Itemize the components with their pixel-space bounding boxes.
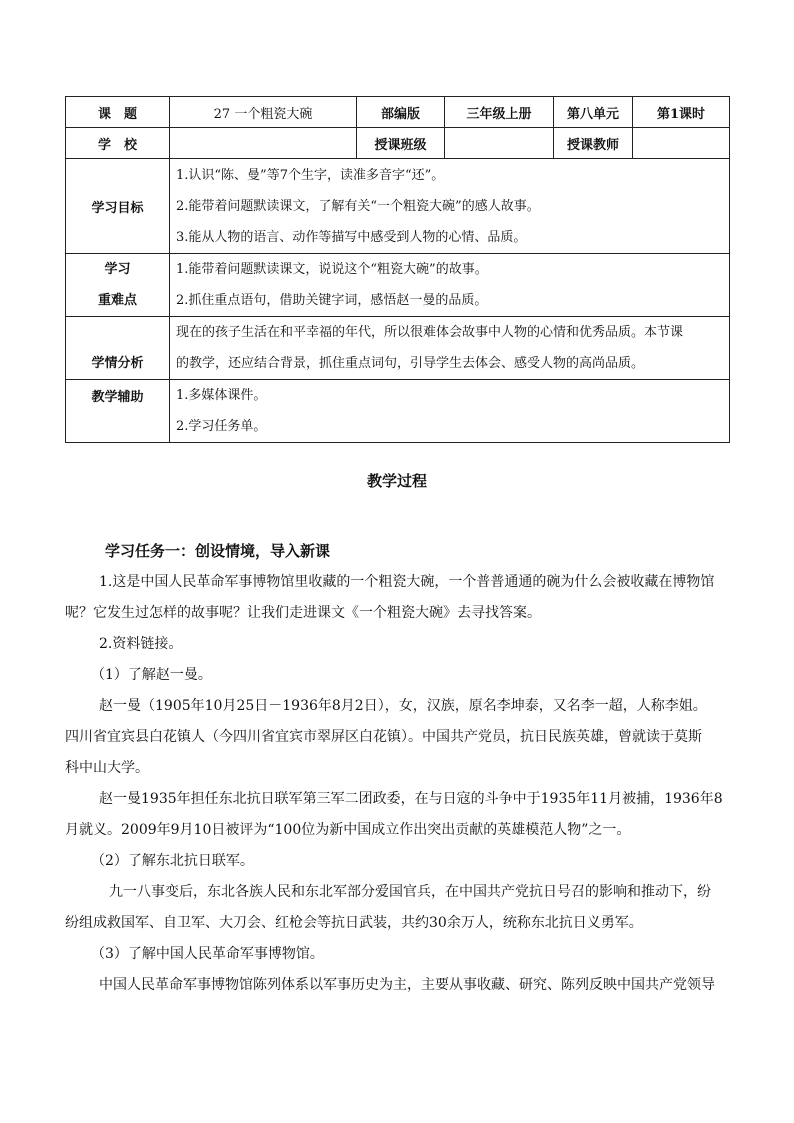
table-row — [66, 254, 730, 317]
goal-item: 2.能带着问题默读课文，了解有关“一个粗瓷大碗”的感人故事。 — [176, 198, 540, 214]
goals-content — [170, 159, 730, 254]
lesson-info-table — [65, 96, 730, 443]
paragraph-line: 月就义。2009年9月10日被评为“100位为新中国成立作出突出贡献的英雄模范人物”之一。 — [65, 822, 631, 838]
school-label: 学 校 — [66, 128, 170, 159]
analysis-label: 学情分析 — [66, 317, 170, 380]
analysis-content — [170, 317, 730, 380]
task-heading: 学习任务一：创设情境，导入新课 — [105, 542, 331, 560]
grade: 三年级上册 — [445, 97, 554, 128]
topic-label: 课 题 — [66, 97, 170, 128]
goal-item: 1.认识“陈、曼”等7个生字，读准多音字“还”。 — [176, 167, 445, 183]
lesson-title: 27 一个粗瓷大碗 — [170, 97, 357, 128]
key-point-item: 1.能带着问题默读课文，说说这个“粗瓷大碗”的故事。 — [176, 262, 488, 277]
table-row — [66, 159, 730, 254]
table-row — [66, 128, 730, 159]
subheading: （2）了解东北抗日联军。 — [91, 853, 254, 869]
teaching-process — [65, 536, 729, 1001]
edition: 部编版 — [357, 97, 445, 128]
subheading: （1）了解赵一曼。 — [91, 667, 212, 683]
analysis-line: 的教学，还应结合背景，抓住重点词句，引导学生去体会、感受人物的高尚品质。 — [176, 356, 645, 371]
key-points-label: 学习 重难点 — [66, 254, 170, 317]
key-point-item: 2.抓住重点语句，借助关键字词，感悟赵一曼的品质。 — [176, 293, 488, 308]
class-value — [445, 128, 554, 159]
section-title: 教学过程 — [366, 472, 427, 490]
paragraph-line: 纷组成救国军、自卫军、大刀会、红枪会等抗日武装，共约30余万人，统称东北抗日义勇军。 — [65, 915, 643, 931]
key-points-content — [170, 254, 730, 317]
table-row — [66, 380, 730, 443]
subheading: （3）了解中国人民革命军事博物馆。 — [91, 946, 324, 962]
aids-label: 教学辅助 — [66, 380, 170, 443]
class-label: 授课班级 — [357, 128, 445, 159]
aid-item: 2.学习任务单。 — [176, 419, 267, 434]
paragraph-line: 四川省宜宾县白花镇人（今四川省宜宾市翠屏区白花镇）。中国共产党员，抗日民族英雄，曾就读于莫斯 — [65, 729, 702, 745]
paragraph-line: 2.资料链接。 — [99, 636, 183, 652]
paragraph-line: 呢？它发生过怎样的故事呢？让我们走进课文《一个粗瓷大碗》去寻找答案。 — [65, 605, 541, 621]
goals-label: 学习目标 — [66, 159, 170, 254]
paragraph-line: 科中山大学。 — [65, 760, 149, 776]
teacher-label: 授课教师 — [554, 128, 633, 159]
aids-content — [170, 380, 730, 443]
table-row — [66, 317, 730, 380]
paragraph-line: 赵一曼（1905年10月25日－1936年8月2日），女，汉族，原名李坤泰，又名李一超，人称李姐。 — [99, 698, 707, 714]
paragraph-line: 1.这是中国人民革命军事博物馆里收藏的一个粗瓷大碗，一个普普通通的碗为什么会被收藏在博物馆 — [99, 574, 715, 590]
school-value — [170, 128, 357, 159]
analysis-line: 现在的孩子生活在和平幸福的年代，所以很难体会故事中人物的心情和优秀品质。本节课 — [176, 325, 684, 340]
paragraph-line: 中国人民革命军事博物馆陈列体系以军事历史为主，主要从事收藏、研究、陈列反映中国共产党领导 — [99, 977, 715, 993]
goal-item: 3.能从人物的语言、动作等描写中感受到人物的心情、品质。 — [176, 229, 527, 245]
aid-item: 1.多媒体课件。 — [176, 388, 267, 403]
table-row — [66, 97, 730, 128]
teacher-value — [633, 128, 730, 159]
period: 第1课时 — [633, 97, 730, 128]
unit: 第八单元 — [554, 97, 633, 128]
paragraph-line: 九一八事变后，东北各族人民和东北军部分爱国官兵，在中国共产党抗日号召的影响和推动下，纷 — [109, 884, 711, 900]
paragraph-line: 赵一曼1935年担任东北抗日联军第三军二团政委，在与日寇的斗争中于1935年11月被捕，1936年8 — [99, 791, 723, 807]
